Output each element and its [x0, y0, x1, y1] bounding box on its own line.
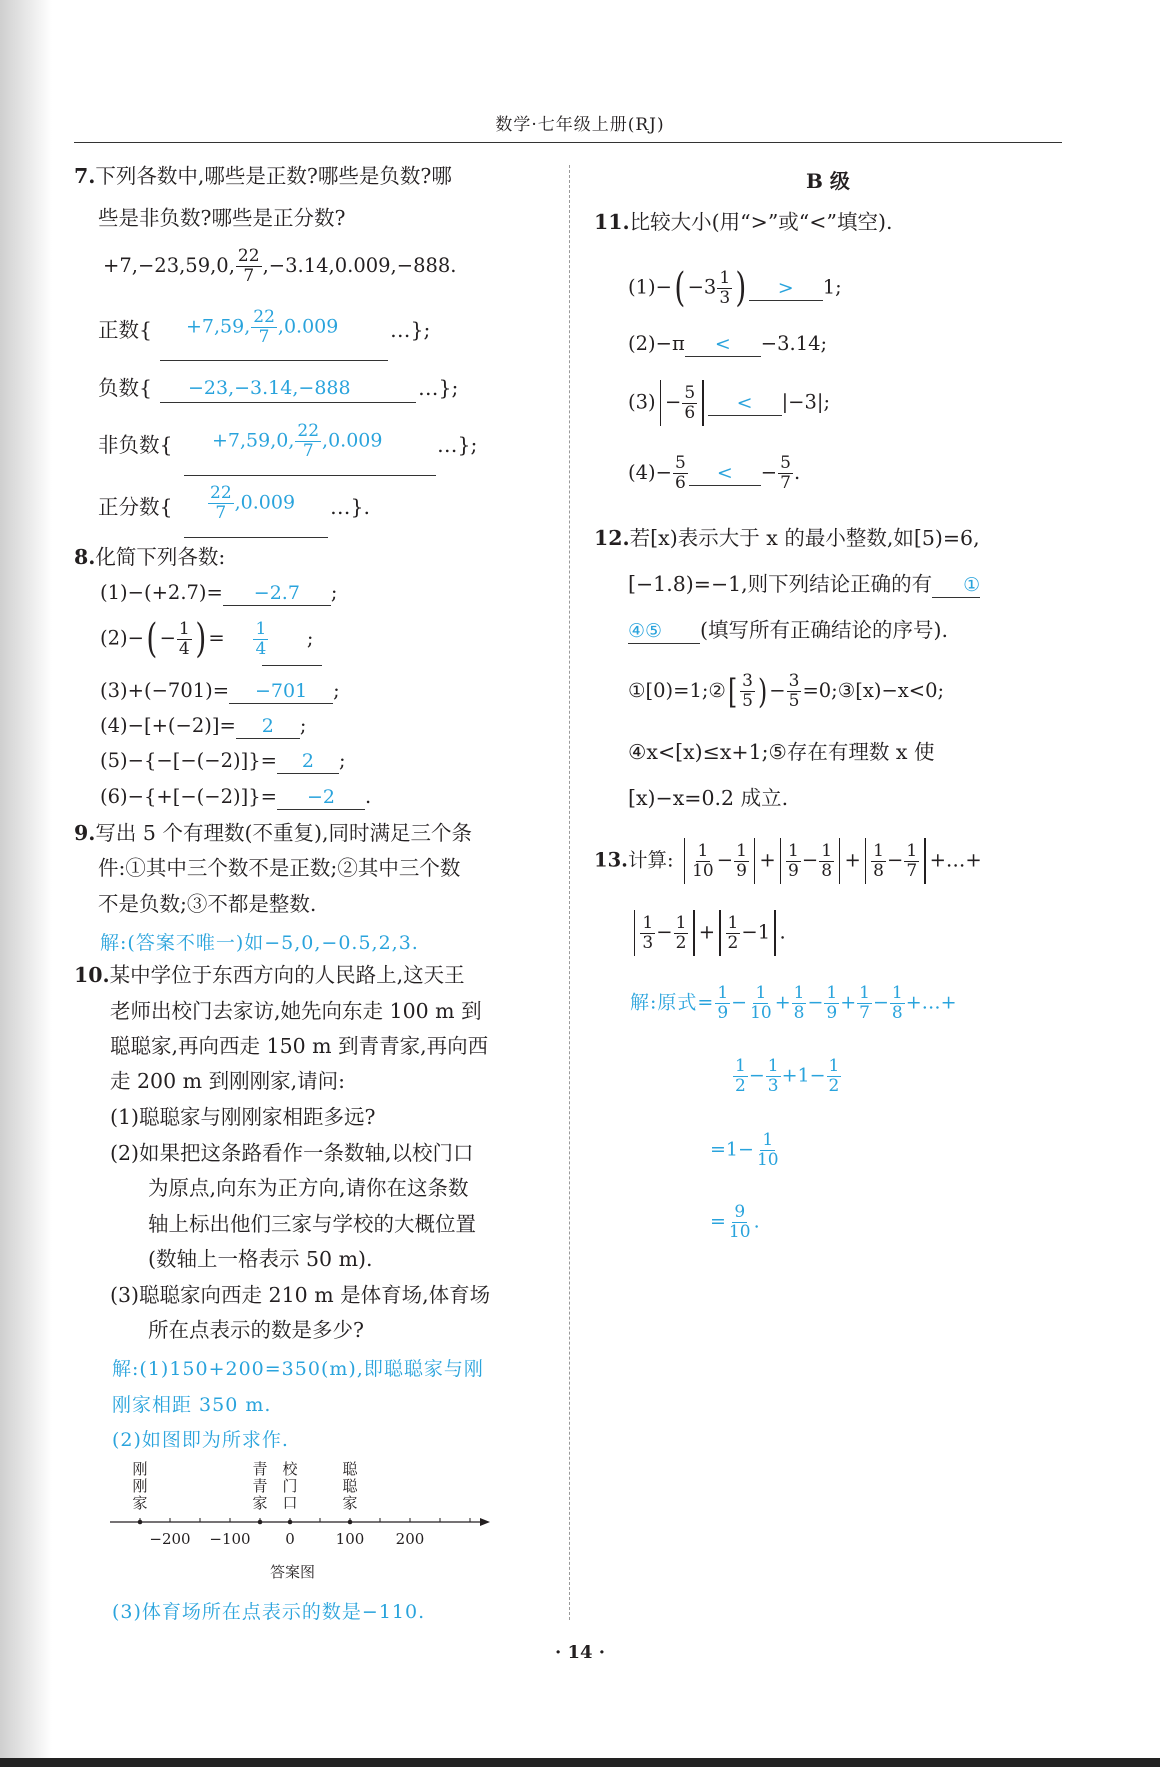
fraction-1-10	[690, 842, 716, 881]
fraction-denominator: 2	[727, 932, 739, 953]
bottom-bar	[0, 1758, 1160, 1767]
fraction-denominator: 6	[674, 473, 686, 493]
fraction-1-3	[766, 1057, 781, 1096]
fraction-numerator: 1	[821, 840, 833, 861]
question-11-title	[594, 210, 892, 234]
minus-sign: −	[760, 461, 778, 484]
minus-sign: −	[656, 920, 673, 944]
fraction-1-9	[824, 984, 839, 1023]
q11-part4-end: .	[793, 461, 801, 484]
positive-answer-part2: ,0.009	[277, 315, 339, 338]
fraction-denominator: 8	[891, 1003, 903, 1023]
solution-label: 解:原式=	[630, 991, 715, 1014]
numbers-part2: ,−3.14,0.009,−888.	[262, 254, 457, 277]
ellipsis-plus: +…+	[929, 848, 982, 872]
question-10-line3: 聪聪家,再向西走 150 m 到青青家,再向西	[110, 1034, 489, 1058]
q11-part3-end: |−3|;	[781, 390, 831, 414]
period: .	[753, 1210, 760, 1233]
minus-sign: −	[741, 920, 758, 944]
q8-item-6-expr: (6)−{+[−(−2)]}=	[100, 785, 277, 808]
q8-item-2-end: ;	[306, 626, 314, 650]
question-9-text1: 写出 5 个有理数(不重复),同时满足三个条	[95, 821, 472, 845]
fraction-22-7	[251, 308, 277, 347]
fraction-numerator: 1	[859, 983, 870, 1003]
q8-item-3	[100, 679, 340, 704]
q13-solution-line2	[732, 1057, 842, 1096]
q12-conclusions-1	[628, 672, 944, 711]
fraction-denominator: 6	[684, 402, 696, 423]
question-10-solution-1a: 解:(1)150+200=350(m),即聪聪家与刚	[112, 1358, 484, 1380]
number-line-point	[258, 1520, 263, 1525]
q8-item-3-expr: (3)+(−701)=	[100, 679, 230, 702]
plus-one-minus: +1−	[781, 1064, 826, 1087]
fraction-numerator: 1	[736, 840, 747, 861]
fraction-numerator: 22	[253, 307, 275, 327]
q13-solution-line1	[630, 984, 957, 1023]
question-10-number: 10.	[74, 963, 110, 987]
question-7-number: 7.	[74, 164, 96, 188]
abs-bar-left	[660, 380, 661, 426]
question-12-line2	[628, 572, 980, 598]
q8-item-6-end: .	[364, 785, 372, 808]
number-line-marker-label: 聪	[342, 1460, 358, 1479]
abs-bar	[774, 910, 775, 956]
minus-sign: −	[748, 1064, 765, 1087]
left-paren: (	[146, 616, 158, 662]
number-line-marker-label: 刚	[132, 1477, 148, 1496]
fraction-denominator: 8	[821, 860, 833, 881]
q8-item-5-end: ;	[338, 749, 346, 772]
equals-sign: =	[710, 1210, 726, 1233]
plus-sign: +	[844, 848, 861, 872]
minus-sign: −	[887, 848, 904, 872]
minus-sign: −	[731, 991, 748, 1014]
number-one: 1	[757, 920, 771, 944]
fraction-numerator: 1	[735, 1056, 746, 1076]
fraction-numerator: 5	[780, 453, 791, 473]
question-10-part1: (1)聪聪家与刚刚家相距多远?	[110, 1105, 376, 1129]
fraction-denominator: 9	[826, 1003, 838, 1023]
fraction-denominator: 7	[859, 1003, 870, 1023]
positive-set-close: …};	[390, 318, 431, 342]
fraction-1-10	[755, 1131, 781, 1170]
minus-sign: −	[159, 626, 176, 650]
fraction-denominator: 7	[258, 327, 270, 347]
abs-bar-right	[702, 380, 703, 426]
number-line-point	[288, 1520, 293, 1525]
positive-fraction-set-underline	[184, 537, 328, 538]
q11-part1	[628, 265, 842, 311]
number-line-marker-label: 家	[342, 1494, 358, 1513]
q11-part4	[628, 454, 800, 493]
fraction-1-9	[715, 984, 730, 1023]
q8-item-6	[100, 785, 371, 810]
q12-conclusions-3: [x)−x=0.2 成立.	[628, 786, 789, 810]
fraction-1-10	[748, 984, 774, 1023]
fraction-numerator: 1	[675, 912, 687, 933]
question-9-number: 9.	[74, 821, 96, 845]
positive-fraction-answer-part2: ,0.009	[234, 491, 296, 514]
q13-solution-line3	[710, 1131, 782, 1170]
negative-set-close: …};	[418, 376, 459, 400]
number-line-marker-label: 校	[282, 1460, 298, 1479]
fraction-numerator: 1	[719, 267, 731, 288]
q13-solution-line4	[710, 1203, 760, 1242]
fraction-numerator: 1	[828, 1056, 840, 1076]
abs-bar	[754, 838, 755, 884]
q8-item-2-expr: (2)−	[100, 626, 144, 650]
fraction-denominator: 7	[906, 860, 918, 881]
fraction-denominator: 10	[692, 860, 714, 881]
nonnegative-set-label: 非负数{	[98, 433, 173, 457]
negative-set-answer: −23,−3.14,−888	[188, 377, 351, 399]
nonnegative-set-close: …};	[437, 433, 478, 457]
abs-bar	[865, 838, 866, 884]
question-10-part2-line4: (数轴上一格表示 50 m).	[148, 1247, 373, 1271]
fraction-1-8	[890, 984, 905, 1023]
abs-bar	[693, 910, 694, 956]
fraction-1-2	[726, 914, 741, 953]
question-11-number: 11.	[594, 210, 630, 234]
abs-bar	[719, 910, 720, 956]
fraction-1-4	[177, 620, 192, 659]
q12-conclusion-1-2-lead: ①[0)=1;②	[628, 679, 726, 702]
equals-sign: =	[208, 626, 225, 650]
q8-item-3-end: ;	[333, 679, 340, 702]
fraction-denominator: 7	[215, 503, 227, 523]
q11-part2-lead: (2)−π	[628, 332, 685, 355]
q11-part3	[628, 380, 830, 426]
minus-sign: −	[801, 848, 819, 872]
fraction-1-3	[640, 914, 655, 953]
question-13-number: 13.	[594, 848, 628, 872]
plus-sign: +	[759, 848, 776, 872]
question-12-line3	[628, 618, 948, 644]
nonnegative-answer-part2: ,0.009	[322, 429, 383, 452]
fraction-1-2	[733, 1057, 748, 1096]
fraction-numerator: 1	[891, 983, 903, 1003]
plus-sign: +	[698, 920, 716, 944]
fraction-1-2	[827, 1057, 842, 1096]
fraction-1-8	[792, 984, 807, 1023]
q8-item-1	[100, 581, 337, 606]
q11-part1-end: 1;	[822, 275, 842, 299]
q8-item-4-end: ;	[299, 714, 307, 737]
page-shadow	[0, 0, 52, 1767]
right-paren: )	[735, 265, 747, 311]
number-line-tick-label: 100	[335, 1530, 365, 1548]
q8-item-5-answer: 2	[277, 749, 339, 774]
fraction-1-7	[904, 842, 919, 881]
fraction-numerator: 1	[788, 840, 799, 861]
question-10-text1: 某中学位于东西方向的人民路上,这天王	[109, 963, 465, 987]
fraction-numerator: 1	[762, 1130, 774, 1150]
fraction-numerator: 1	[767, 1056, 779, 1076]
number-line-arrow	[480, 1518, 490, 1526]
q8-item-2-underline	[262, 665, 322, 666]
fraction-denominator: 3	[642, 932, 654, 953]
right-paren: )	[195, 616, 207, 662]
negative-set-label: 负数{	[98, 376, 153, 400]
q8-item-4-answer: 2	[236, 714, 300, 739]
number-line-marker-label: 聪	[342, 1477, 358, 1496]
question-10-solution-1b: 刚家相距 350 m.	[112, 1394, 272, 1416]
number-line-svg	[100, 1455, 490, 1555]
numbers-part1: +7,−23,59,0,	[103, 254, 235, 277]
nonnegative-answer-part1: +7,59,0,	[212, 429, 295, 452]
fraction-5-7	[778, 454, 793, 493]
minus-sign: −	[769, 679, 786, 702]
question-10-part3-line1: (3)聪聪家向西走 210 m 是体育场,体育场	[110, 1283, 491, 1307]
left-paren: (	[674, 265, 686, 311]
question-11-text: 比较大小(用“>”或“<”填空).	[629, 210, 893, 234]
question-8-title	[74, 545, 225, 569]
question-7-numbers	[103, 247, 457, 286]
plus-sign: +	[840, 991, 857, 1014]
q12-answer-part1: ①	[932, 573, 980, 598]
fraction-numerator: 3	[788, 671, 800, 691]
q8-item-5-expr: (5)−{−[−(−2)]}=	[100, 749, 277, 772]
number-line-point	[138, 1520, 143, 1525]
fraction-numerator: 1	[755, 983, 767, 1003]
positive-fraction-set-close: …}.	[330, 495, 371, 519]
number-line-marker-label: 口	[282, 1494, 298, 1513]
positive-set-underline	[160, 360, 388, 361]
positive-fraction-set-answer	[207, 484, 295, 523]
question-10-part2-line2: 为原点,向东为正方向,请你在这条数	[148, 1176, 469, 1200]
fraction-numerator: 1	[717, 983, 729, 1003]
number-line-tick-label: 0	[285, 1530, 295, 1548]
right-paren: )	[757, 671, 768, 712]
minus-sign: −	[872, 991, 889, 1014]
q11-part3-lead: (3)	[628, 390, 656, 414]
column-divider	[569, 165, 570, 1620]
fraction-denominator: 7	[780, 473, 791, 493]
fraction-denominator: 7	[302, 441, 314, 461]
fraction-numerator: 22	[210, 483, 232, 503]
nonnegative-set-underline	[184, 475, 436, 476]
fraction-5-6	[682, 384, 697, 423]
fraction-1-2	[674, 914, 689, 953]
q11-part1-lead: (1)−	[628, 275, 672, 299]
q8-item-3-answer: −701	[229, 679, 333, 704]
number-line-tick-label: −200	[149, 1530, 191, 1548]
fraction-1-9	[734, 842, 749, 881]
q8-item-4	[100, 714, 306, 739]
question-7-line2: 些是非负数?哪些是正分数?	[98, 206, 346, 230]
fraction-22-7	[208, 484, 234, 523]
fraction-numerator: 1	[727, 912, 739, 933]
fraction-3-5	[787, 672, 802, 711]
q11-part4-lead: (4)−	[628, 461, 672, 484]
question-9-line1	[74, 821, 472, 845]
abs-bar	[924, 838, 925, 884]
fraction-numerator: 1	[906, 840, 918, 861]
fraction-denominator: 4	[178, 638, 190, 659]
equals-one-minus: =1−	[710, 1138, 754, 1161]
q11-part3-answer: <	[708, 391, 782, 416]
number-line-marker-label: 青	[252, 1477, 268, 1496]
q13-line1	[594, 838, 982, 884]
question-7-text1: 下列各数中,哪些是正数?哪些是负数?哪	[95, 164, 452, 188]
fraction-denominator: 2	[828, 1076, 840, 1096]
fraction-numerator: 22	[237, 246, 260, 266]
q11-part4-answer: <	[689, 461, 761, 486]
q13-line2	[630, 910, 786, 956]
fraction-denominator: 8	[793, 1003, 805, 1023]
question-12-text2: [−1.8)=−1,则下列结论正确的有	[628, 572, 933, 596]
number-line-tick-label: 200	[395, 1530, 425, 1548]
number-line-marker-label: 刚	[132, 1460, 148, 1479]
question-12-text1: 若[x)表示大于 x 的最小整数,如[5)=6,	[629, 526, 980, 550]
number-line-marker-label: 家	[252, 1494, 268, 1513]
fraction-5-6	[673, 454, 688, 493]
number-line-tick-label: −100	[209, 1530, 251, 1548]
page-header: 数学·七年级上册(RJ)	[495, 115, 665, 135]
q11-part2-end: −3.14;	[760, 332, 828, 355]
question-8-number: 8.	[74, 545, 96, 569]
q8-item-2-answer	[231, 620, 291, 659]
fraction-denominator: 10	[728, 1222, 751, 1242]
plus-sign: +	[774, 991, 791, 1014]
fraction-denominator: 3	[767, 1076, 779, 1096]
question-7-line1	[74, 164, 452, 188]
question-9-solution: 解:(答案不唯一)如−5,0,−0.5,2,3.	[100, 932, 419, 954]
q12-conclusions-2: ④x<[x)≤x+1;⑤存在有理数 x 使	[628, 740, 935, 764]
positive-set-label: 正数{	[98, 318, 153, 342]
minus-sign: −	[665, 390, 682, 414]
q8-item-5	[100, 749, 346, 774]
number-line-point	[348, 1520, 353, 1525]
fraction-denominator: 4	[255, 639, 267, 659]
abs-bar	[634, 910, 635, 956]
abs-bar	[684, 838, 685, 884]
fraction-numerator: 1	[826, 983, 838, 1003]
fraction-denominator: 5	[788, 691, 800, 711]
question-10-solution-2: (2)如图即为所求作.	[112, 1429, 289, 1451]
fraction-22-7	[236, 247, 262, 286]
fraction-numerator: 5	[674, 453, 686, 473]
fraction-numerator: 1	[697, 840, 709, 861]
abs-bar	[839, 838, 840, 884]
number-line-marker-label: 家	[132, 1494, 148, 1513]
q11-part1-answer: >	[749, 276, 823, 301]
positive-fraction-set-label: 正分数{	[98, 495, 173, 519]
question-10-line2: 老师出校门去家访,她先向东走 100 m 到	[110, 999, 482, 1023]
ellipsis-plus: +…+	[905, 991, 957, 1014]
question-8-text: 化简下列各数:	[95, 545, 226, 569]
question-12-text3: (填写所有正确结论的序号).	[700, 618, 949, 642]
question-10-solution-3: (3)体育场所在点表示的数是−110.	[112, 1601, 426, 1623]
minus-sign: −	[716, 848, 734, 872]
fraction-1-9	[786, 842, 801, 881]
header-rule	[74, 142, 1062, 143]
minus-sign: −	[807, 991, 824, 1014]
q8-item-4-expr: (4)−[+(−2)]=	[100, 714, 236, 737]
question-10-part2-line3: 轴上标出他们三家与学校的大概位置	[148, 1212, 476, 1236]
fraction-22-7	[295, 422, 321, 461]
fraction-1-4-answer	[253, 620, 268, 659]
period: .	[779, 920, 786, 944]
fraction-denominator: 7	[243, 266, 255, 286]
fraction-3-5	[740, 672, 755, 711]
fraction-denominator: 8	[873, 860, 884, 881]
fraction-1-8	[871, 842, 886, 881]
number-line-caption: 答案图	[270, 1563, 316, 1581]
fraction-denominator: 2	[735, 1076, 746, 1096]
fraction-denominator: 10	[756, 1150, 779, 1170]
q8-item-2	[100, 616, 314, 662]
fraction-numerator: 9	[734, 1202, 746, 1222]
mixed-whole: −3	[687, 275, 717, 299]
fraction-denominator: 5	[742, 691, 753, 711]
fraction-numerator: 1	[255, 619, 267, 639]
q8-item-1-expr: (1)−(+2.7)=	[100, 581, 223, 604]
question-9-line2: 件:①其中三个数不是正数;②其中三个数	[98, 856, 461, 880]
abs-bar	[780, 838, 781, 884]
fraction-numerator: 1	[793, 983, 805, 1003]
fraction-numerator: 3	[742, 671, 753, 691]
fraction-1-7	[857, 984, 872, 1023]
number-line-marker-label: 门	[282, 1477, 298, 1496]
fraction-numerator: 1	[873, 840, 884, 861]
fraction-denominator: 2	[675, 932, 687, 953]
fraction-numerator: 1	[178, 618, 190, 639]
fraction-denominator: 10	[750, 1003, 772, 1023]
positive-set-answer	[186, 308, 338, 347]
q11-part2-answer: <	[685, 332, 761, 357]
fraction-numerator: 1	[642, 912, 654, 933]
negative-set-underline	[160, 402, 416, 403]
b-level-heading: B 级	[806, 169, 850, 193]
fraction-9-10	[727, 1203, 753, 1242]
question-9-line3: 不是负数;③不都是整数.	[98, 892, 317, 916]
question-13-label: 计算:	[627, 848, 674, 872]
question-12-number: 12.	[594, 526, 630, 550]
q11-part2	[628, 332, 827, 357]
left-bracket: [	[727, 671, 738, 712]
question-10-line1	[74, 963, 465, 987]
q8-item-6-answer: −2	[277, 785, 365, 810]
fraction-denominator: 9	[717, 1003, 729, 1023]
fraction-denominator: 9	[788, 860, 799, 881]
question-10-part3-line2: 所在点表示的数是多少?	[148, 1318, 364, 1342]
positive-answer-part1: +7,59,	[186, 315, 251, 338]
question-10-part2-line1: (2)如果把这条路看作一条数轴,以校门口	[110, 1141, 474, 1165]
page-number: · 14 ·	[554, 1642, 606, 1663]
q12-conclusion-3: =0;③[x)−x<0;	[802, 679, 945, 702]
fraction-numerator: 22	[297, 421, 320, 441]
q8-item-1-answer: −2.7	[223, 581, 331, 606]
question-10-line4: 走 200 m 到刚刚家,请问:	[110, 1069, 346, 1093]
q12-answer-part2: ④⑤	[628, 619, 700, 644]
q8-item-1-end: ;	[330, 581, 338, 604]
fraction-1-3	[717, 269, 732, 308]
fraction-numerator: 5	[684, 382, 696, 403]
fraction-denominator: 3	[719, 287, 731, 308]
fraction-1-8	[819, 842, 834, 881]
nonnegative-set-answer	[212, 422, 382, 461]
number-line-marker-label: 青	[252, 1460, 268, 1479]
question-12-line1	[594, 526, 980, 550]
fraction-denominator: 9	[736, 860, 747, 881]
